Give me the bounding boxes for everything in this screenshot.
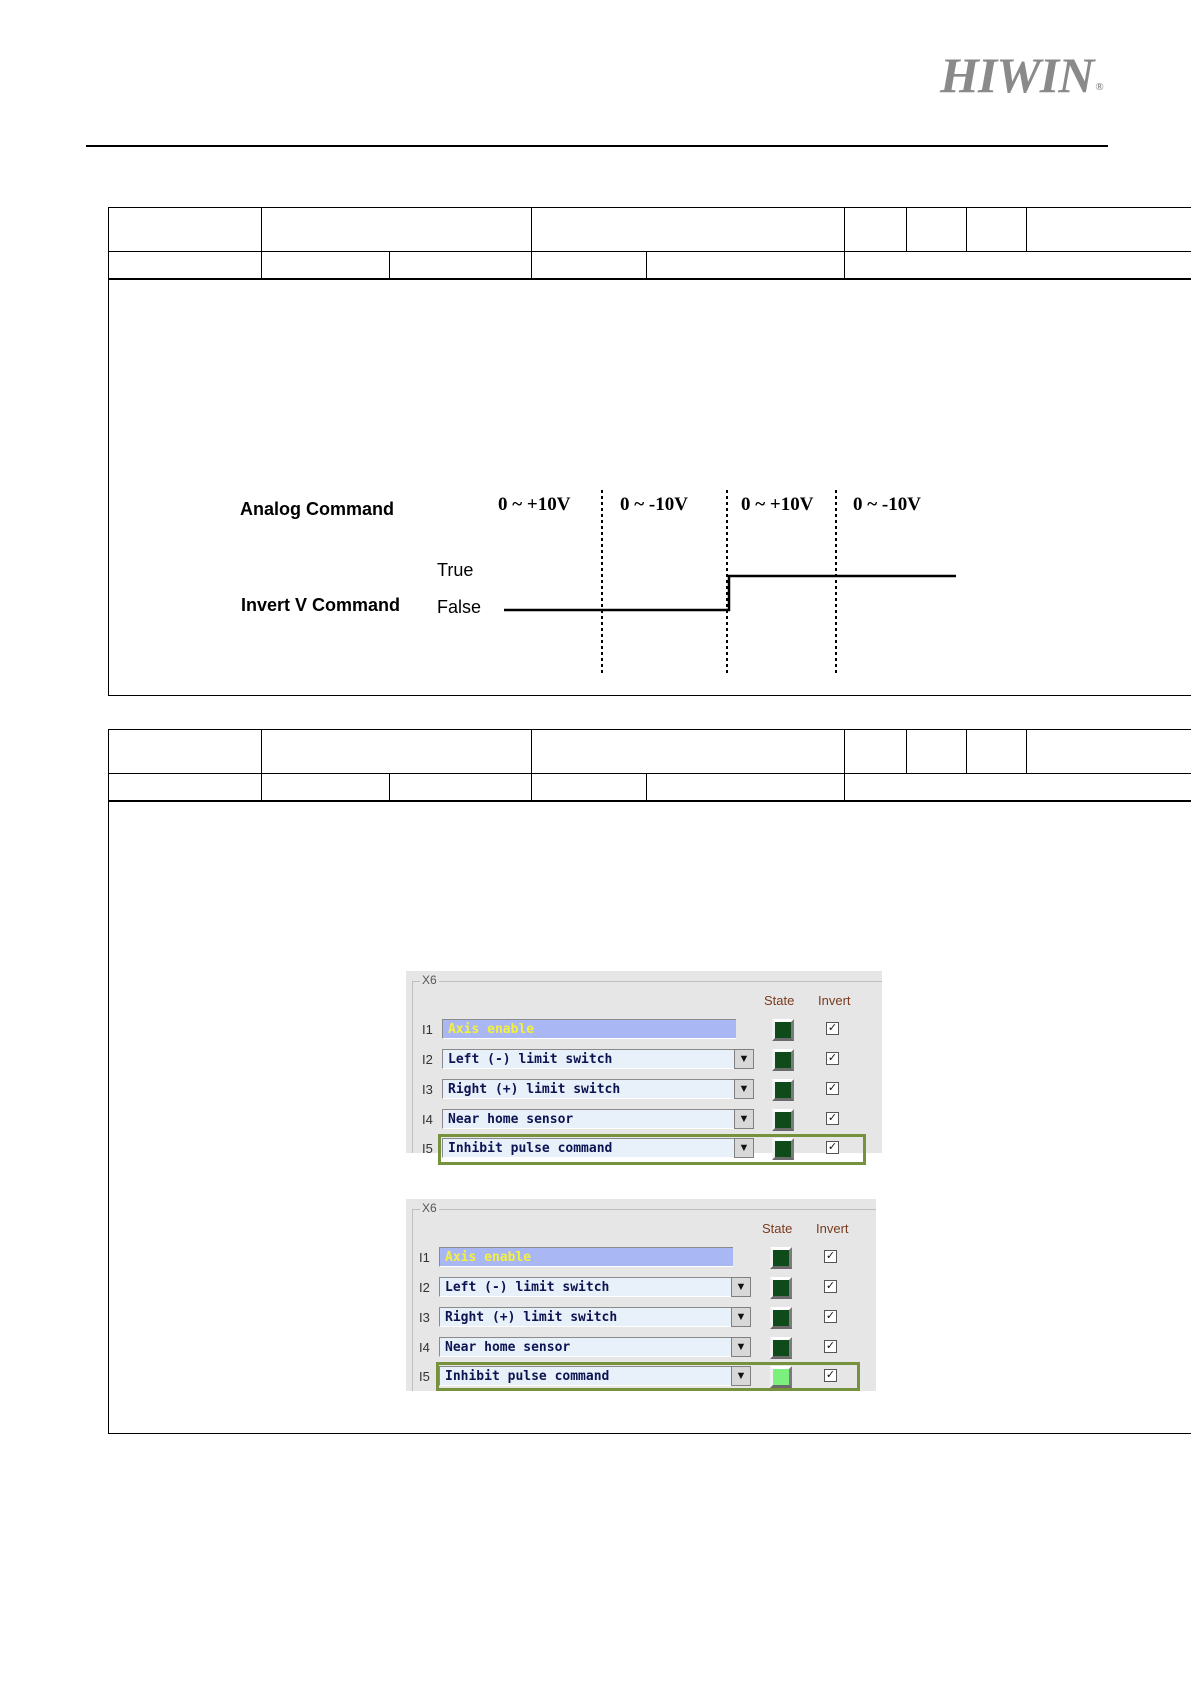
highlight-box <box>438 1134 866 1165</box>
invert-checkbox[interactable]: ✓ <box>827 1022 838 1034</box>
card-content <box>109 279 1191 696</box>
input-id: I3 <box>419 1310 430 1325</box>
sub-cell <box>261 774 389 801</box>
analog-command-label: Analog Command <box>240 499 395 519</box>
input-id: I2 <box>422 1052 433 1067</box>
input-function-value: Near home sensor <box>448 1112 574 1127</box>
state-led-off <box>770 1307 792 1329</box>
header-cell <box>966 730 1026 774</box>
header-cell <box>1026 730 1191 774</box>
table-header-row <box>109 730 1191 774</box>
group-title: X6 <box>422 1201 437 1215</box>
dropdown-arrow-icon[interactable]: ▼ <box>734 1049 754 1069</box>
input-function-value: Axis enable <box>448 1022 535 1037</box>
state-led-off <box>772 1079 794 1101</box>
input-function-value: Right (+) limit switch <box>448 1082 621 1097</box>
input-id: I4 <box>419 1340 430 1355</box>
header-cell <box>531 730 844 774</box>
io-row-i2 <box>406 1048 882 1072</box>
header-cell <box>1026 208 1191 252</box>
io-row-i4 <box>406 1336 876 1360</box>
header-cell <box>109 208 261 252</box>
dropdown-arrow-icon[interactable]: ▼ <box>734 1138 754 1158</box>
invert-column-header: Invert <box>816 1221 849 1236</box>
invert-checkbox[interactable]: ✓ <box>825 1340 836 1352</box>
sub-cell <box>844 774 1191 801</box>
invert-checkbox[interactable]: ✓ <box>827 1112 838 1124</box>
input-id: I1 <box>422 1022 433 1037</box>
card-content <box>109 801 1191 1434</box>
segment-3-label: 0 ~ +10V <box>741 494 814 515</box>
header-cell <box>844 208 906 252</box>
timing-diagram <box>109 280 1191 696</box>
segment-4-label: 0 ~ -10V <box>853 494 921 515</box>
input-id: I1 <box>419 1250 430 1265</box>
input-function-value: Inhibit pulse command <box>448 1141 613 1156</box>
segment-1-label: 0 ~ +10V <box>498 494 571 515</box>
dropdown-arrow-icon[interactable]: ▼ <box>731 1277 751 1297</box>
header-cell <box>261 730 531 774</box>
input-function-select[interactable] <box>442 1109 734 1129</box>
hiwin-logo <box>940 46 1101 104</box>
input-function-field[interactable] <box>439 1247 733 1267</box>
io-row-i1 <box>406 1018 882 1042</box>
header-cell <box>261 208 531 252</box>
sub-cell <box>531 252 646 279</box>
input-function-value: Left (-) limit switch <box>448 1052 613 1067</box>
state-column-header: State <box>762 1221 793 1236</box>
invert-checkbox[interactable]: ✓ <box>825 1250 836 1262</box>
input-id: I5 <box>422 1141 433 1156</box>
invert-checkbox[interactable]: ✓ <box>825 1280 836 1292</box>
invert-checkbox[interactable]: ✓ <box>827 1052 838 1064</box>
dropdown-arrow-icon[interactable]: ▼ <box>734 1109 754 1129</box>
state-led-off <box>772 1049 794 1071</box>
dropdown-arrow-icon[interactable]: ▼ <box>731 1337 751 1357</box>
table-sub-row <box>109 774 1191 801</box>
input-id: I3 <box>422 1082 433 1097</box>
io-panel-after <box>406 1199 876 1391</box>
segment-2-label: 0 ~ -10V <box>620 494 688 515</box>
io-panel-before <box>406 971 882 1156</box>
table-sub-row <box>109 252 1191 279</box>
state-led-off <box>772 1109 794 1131</box>
parameter-card-inhibit-pulse <box>108 729 1191 1434</box>
header-cell <box>906 208 966 252</box>
state-column-header: State <box>764 993 795 1008</box>
sub-cell <box>389 252 531 279</box>
parameter-header-table <box>109 730 1191 801</box>
sub-cell <box>109 252 261 279</box>
header-cell <box>906 730 966 774</box>
sub-cell <box>261 252 389 279</box>
false-label: False <box>437 597 482 617</box>
state-led-off <box>772 1019 794 1041</box>
group-title: X6 <box>422 973 437 987</box>
sub-cell <box>389 774 531 801</box>
input-id: I5 <box>419 1369 430 1384</box>
header-rule <box>86 145 1108 147</box>
invert-column-header: Invert <box>818 993 851 1008</box>
parameter-header-table <box>109 208 1191 279</box>
invert-checkbox[interactable]: ✓ <box>827 1141 838 1153</box>
input-function-select[interactable] <box>439 1277 731 1297</box>
signal-waveform <box>504 576 956 610</box>
io-row-i4 <box>406 1108 882 1132</box>
highlight-box <box>436 1362 860 1391</box>
input-function-value: Left (-) limit switch <box>445 1280 610 1295</box>
state-led-off <box>770 1247 792 1269</box>
input-function-select[interactable] <box>439 1307 731 1327</box>
io-row-i1 <box>406 1246 876 1270</box>
input-function-value: Axis enable <box>445 1250 532 1265</box>
header-cell <box>844 730 906 774</box>
header-cell <box>966 208 1026 252</box>
state-led-off <box>770 1277 792 1299</box>
sub-cell <box>646 774 844 801</box>
input-function-select[interactable] <box>442 1049 734 1069</box>
true-label: True <box>437 560 474 580</box>
input-function-value: Inhibit pulse command <box>445 1369 610 1384</box>
header-cell <box>531 208 844 252</box>
io-row-i3 <box>406 1306 876 1330</box>
dropdown-arrow-icon[interactable]: ▼ <box>731 1307 751 1327</box>
parameter-card-invert-v-command <box>108 207 1191 696</box>
dropdown-arrow-icon[interactable]: ▼ <box>734 1079 754 1099</box>
table-header-row <box>109 208 1191 252</box>
input-id: I4 <box>422 1112 433 1127</box>
registered-mark: ® <box>1095 81 1103 93</box>
input-function-value: Right (+) limit switch <box>445 1310 618 1325</box>
header-cell <box>109 730 261 774</box>
io-row-i3 <box>406 1078 882 1102</box>
input-id: I2 <box>419 1280 430 1295</box>
invert-checkbox[interactable]: ✓ <box>825 1310 836 1322</box>
state-led-off <box>770 1337 792 1359</box>
sub-cell <box>646 252 844 279</box>
invert-v-command-label: Invert V Command <box>241 595 401 615</box>
invert-checkbox[interactable]: ✓ <box>827 1082 838 1094</box>
input-function-select[interactable] <box>442 1079 734 1099</box>
input-function-field[interactable] <box>442 1019 736 1039</box>
input-function-select[interactable] <box>439 1337 731 1357</box>
sub-cell <box>109 774 261 801</box>
sub-cell <box>844 252 1191 279</box>
logo-text: HIWIN <box>940 47 1094 103</box>
invert-checkbox[interactable]: ✓ <box>825 1369 836 1381</box>
io-row-i2 <box>406 1276 876 1300</box>
sub-cell <box>531 774 646 801</box>
dropdown-arrow-icon[interactable]: ▼ <box>731 1366 751 1386</box>
input-function-value: Near home sensor <box>445 1340 571 1355</box>
